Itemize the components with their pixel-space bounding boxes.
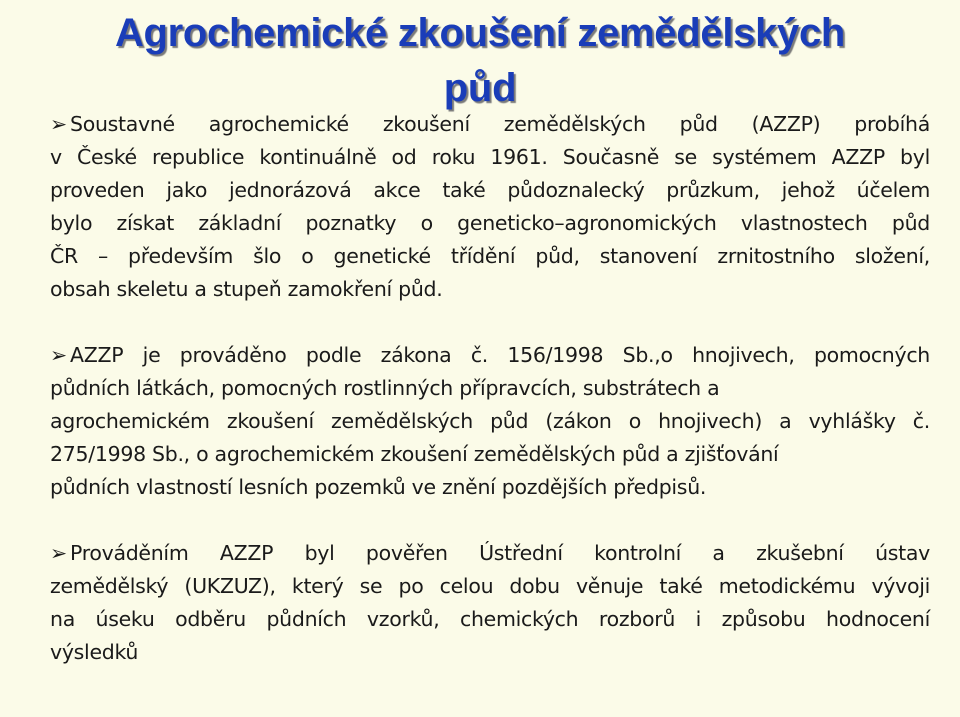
text-line: ČR – především šlo o genetické třídění půd, stanovení zrnitostního složení, [50, 244, 930, 268]
text-line: ➢ Prováděním AZZP byl pověřen Ústřední kontrolní a zkušební ústav [50, 537, 930, 570]
title-line-1: Agrochemické zkoušení zemědělských [114, 11, 846, 55]
text-line: ➢ Soustavné agrochemické zkoušení zemědělských půd (AZZP) probíhá [50, 108, 930, 141]
text-line: agrochemickém zkoušení zemědělských půd (zákon o hnojivech) a vyhlášky č. [50, 409, 930, 433]
paragraph-2 [50, 339, 930, 504]
text-line: půdních vlastností lesních pozemků ve znění pozdějších předpisů. [50, 475, 707, 499]
bullet-arrow-icon: ➢ [50, 112, 67, 136]
bullet-arrow-icon: ➢ [50, 343, 67, 367]
text-line: v České republice kontinuálně od roku 1961. Současně se systémem AZZP byl [50, 145, 930, 169]
text-line: ➢ AZZP je prováděno podle zákona č. 156/1998 Sb.,o hnojivech, pomocných [50, 339, 930, 372]
text-line: na úseku odběru půdních vzorků, chemických rozborů i způsobu hodnocení [50, 607, 930, 631]
slide-body [50, 108, 930, 669]
text-line: 275/1998 Sb., o agrochemickém zkoušení zemědělských půd a zjišťování [50, 442, 779, 466]
text-line: zemědělský (UKZUZ), který se po celou dobu věnuje také metodickému vývoji [50, 574, 930, 598]
title-line-2: půd [443, 66, 517, 110]
paragraph-1 [50, 108, 930, 306]
text-line: proveden jako jednorázová akce také půdoznalecký průzkum, jehož účelem [50, 178, 930, 202]
text-line: výsledků [50, 640, 139, 664]
text-line: půdních látkách, pomocných rostlinných přípravcích, substrátech a [50, 376, 720, 400]
bullet-arrow-icon: ➢ [50, 541, 67, 565]
slide-title [0, 6, 960, 116]
text-line: obsah skeletu a stupeň zamokření půd. [50, 277, 443, 301]
paragraph-3 [50, 537, 930, 669]
text-line: bylo získat základní poznatky o geneticko–agronomických vlastnostech půd [50, 211, 930, 235]
